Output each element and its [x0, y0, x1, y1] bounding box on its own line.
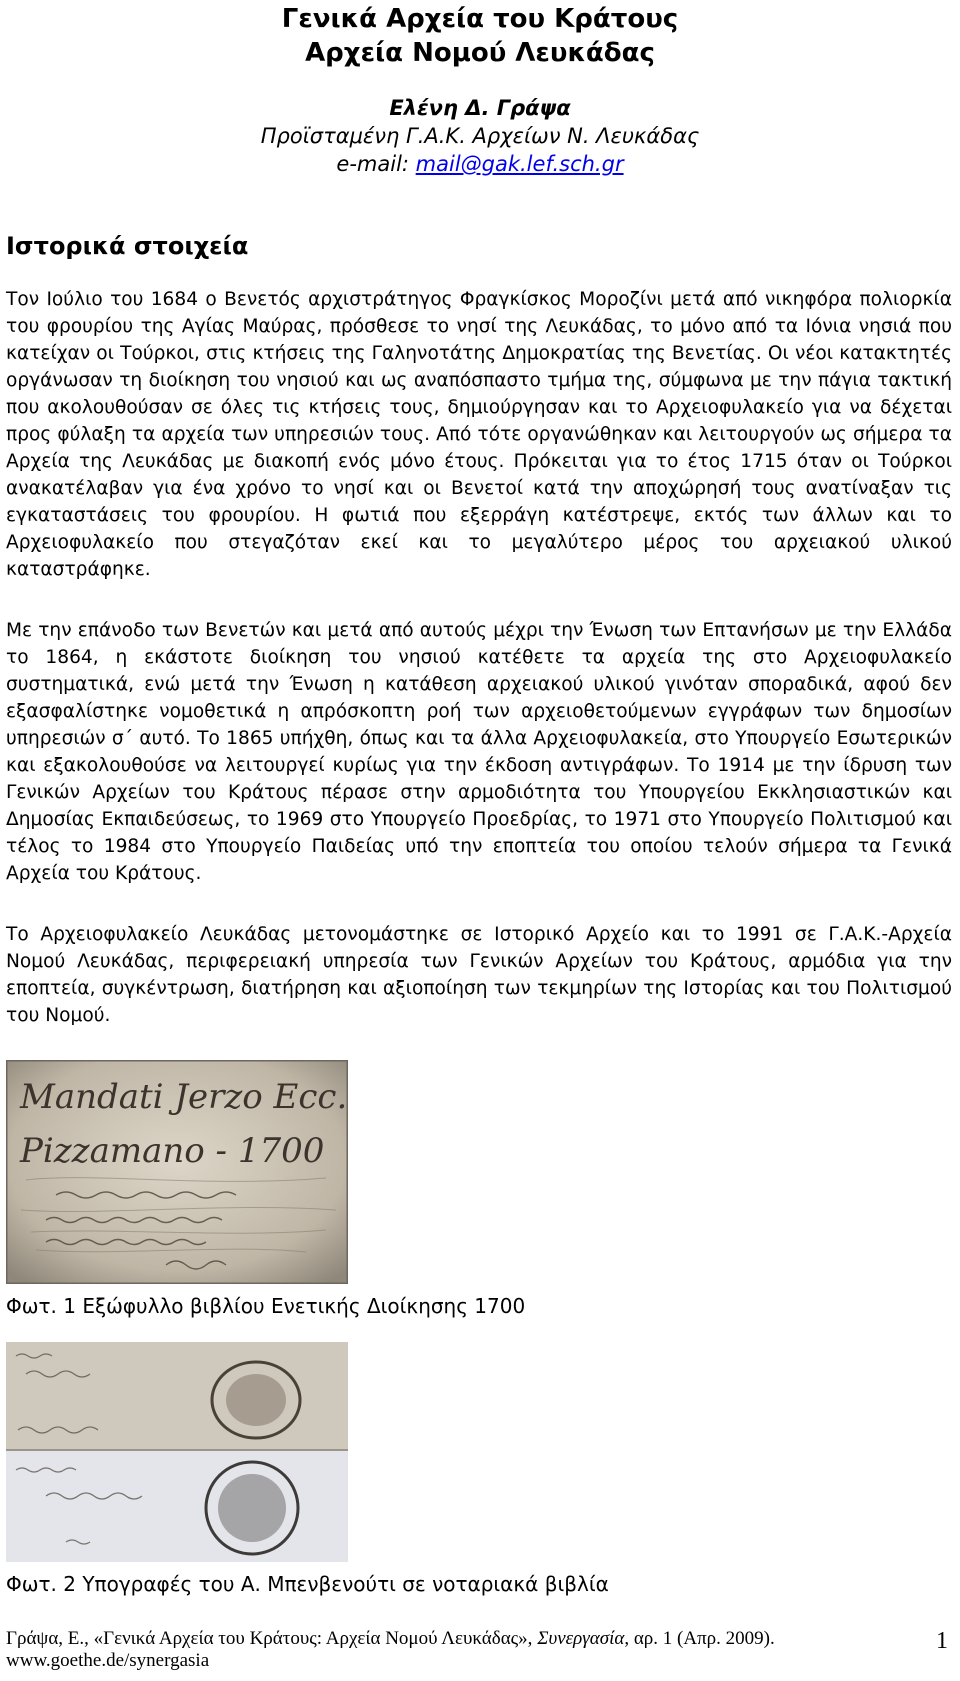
photo1-handwriting-line1: Mandati Jerzo Ecc.	[20, 1077, 348, 1117]
paragraph-1: Τον Ιούλιο του 1684 ο Βενετός αρχιστράτηγος Φραγκίσκος Μοροζίνι μετά από νικηφόρα πολιορκία του φρουρίου της Αγίας Μαύρας, πρόσθεσε το νησί της Λευκάδας, το μόνο από τα Ιόνια νησιά που κατείχαν οι Τούρκοι, στις κτήσεις της Γαληνοτάτης Δημοκρατίας της Βενετίας. Οι νέοι κατακτητές οργάνωσαν τη διοίκηση του νησιού και ως αναπόσπαστο τμήμα της, σύμφωνα με την πάγια τακτική που ακολουθούσαν σε όλες τις κτήσεις τους, δημιούργησαν και το Αρχειοφυλακείο για να δέχεται προς φύλαξη τα αρχεία των υπηρεσιών τους. Από τότε οργανώθηκαν και λειτουργούν ως σήμερα τα Αρχεία της Λευκάδας με διακοπή ενός μόνο έτους. Πρόκειται για το έτος 1715 όταν οι Τούρκοι ανακατέλαβαν για ένα χρόνο το νησί και οι Βενετοί κατά την αποχώρησή τους ανατίναξαν τις εγκαταστάσεις του φρουρίου. Η φωτιά που εξερράγη κατέστρεψε, εκτός των άλλων και το Αρχειοφυλακείο που στεγαζόταν εκεί και το μεγαλύτερο μέρος του αρχειακού υλικού καταστράφηκε.	[6, 289, 952, 580]
photo1-caption: Φωτ. 1 Εξώφυλλο βιβλίου Ενετικής Διοίκησης 1700	[6, 1294, 526, 1318]
author-name: Ελένη Δ. Γράψα	[389, 96, 571, 120]
citation-journal: Συνεργασία	[537, 1628, 625, 1649]
author-role: Προϊσταμένη Γ.Α.Κ. Αρχείων Ν. Λευκάδας	[260, 124, 700, 148]
citation-line	[6, 1628, 952, 1650]
photo-manuscript-cover	[6, 1060, 348, 1284]
email-prefix: e-mail:	[336, 152, 416, 176]
photo2-caption: Φωτ. 2 Υπογραφές του Α. Μπενβενούτι σε νοταριακά βιβλία	[6, 1572, 609, 1596]
document-title-line2: Αρχεία Νομού Λευκάδας	[305, 38, 655, 68]
paragraph-3: Το Αρχειοφυλακείο Λευκάδας μετονομάστηκε σε Ιστορικό Αρχείο και το 1991 σε Γ.Α.Κ.-Αρχεία Νομού Λευκάδας, περιφερειακή υπηρεσία των Γενικών Αρχείων του Κράτους, αρμόδια για την εποπτεία, συγκέντρωση, διατήρηση και αξιοποίηση των τεκμηρίων της Ιστορίας και του Πολιτισμού του Νομού.	[6, 924, 952, 1026]
photo-signatures	[6, 1342, 348, 1562]
document-title-line1: Γενικά Αρχεία του Κράτους	[281, 4, 679, 34]
citation-part1: Γράψα, Ε., «Γενικά Αρχεία του Κράτους: Αρχεία Νομού Λευκάδας»,	[6, 1628, 538, 1649]
page-number: 1	[936, 1628, 948, 1654]
paragraph-2: Με την επάνοδο των Βενετών και μετά από αυτούς μέχρι την Ένωση των Επτανήσων με την Ελλάδα το 1864, η εκάστοτε διοίκηση του νησιού κατέθετε τα αρχεία της στο Αρχειοφυλακείο συστηματικά, ενώ μετά την Ένωση η κατάθεση αρχειακού υλικού γινόταν σποραδικά, αφού δεν εξασφαλίστηκε νομοθετικά η απρόσκοπτη ροή των αρχειοθετούμενων εγγράφων των δημοσίων υπηρεσιών σ΄ αυτό. Το 1865 υπήχθη, όπως και τα άλλα Αρχειοφυλακεία, στο Υπουργείο Εσωτερικών και εξακολουθούσε να λειτουργεί κυρίως για την έκδοση αντιγράφων. Το 1914 με την ίδρυση των Γενικών Αρχείων του Κράτους πέρασε στην αρμοδιότητα του Υπουργείου Εκκλησιαστικών και Δημοσίας Εκπαιδεύσεως, το 1969 στο Υπουργείο Προεδρίας, το 1971 στο Υπουργείο Πολιτισμού και τέλος το 1984 στο Υπουργείο Παιδείας υπό την εποπτεία του οποίου τελούν σήμερα τα Γενικά Αρχεία του Κράτους.	[6, 620, 952, 884]
section-heading: Ιστορικά στοιχεία	[6, 232, 249, 260]
footer-url[interactable]: www.goethe.de/synergasia	[6, 1650, 210, 1671]
citation-part2: , αρ. 1 (Απρ. 2009).	[624, 1628, 775, 1649]
photo1-handwriting-line2: Pizzamano - 1700	[20, 1131, 325, 1171]
author-email-line	[0, 150, 960, 178]
author-block	[0, 94, 960, 178]
footer-citation	[6, 1628, 952, 1672]
email-link[interactable]: mail@gak.lef.sch.gr	[415, 152, 624, 176]
